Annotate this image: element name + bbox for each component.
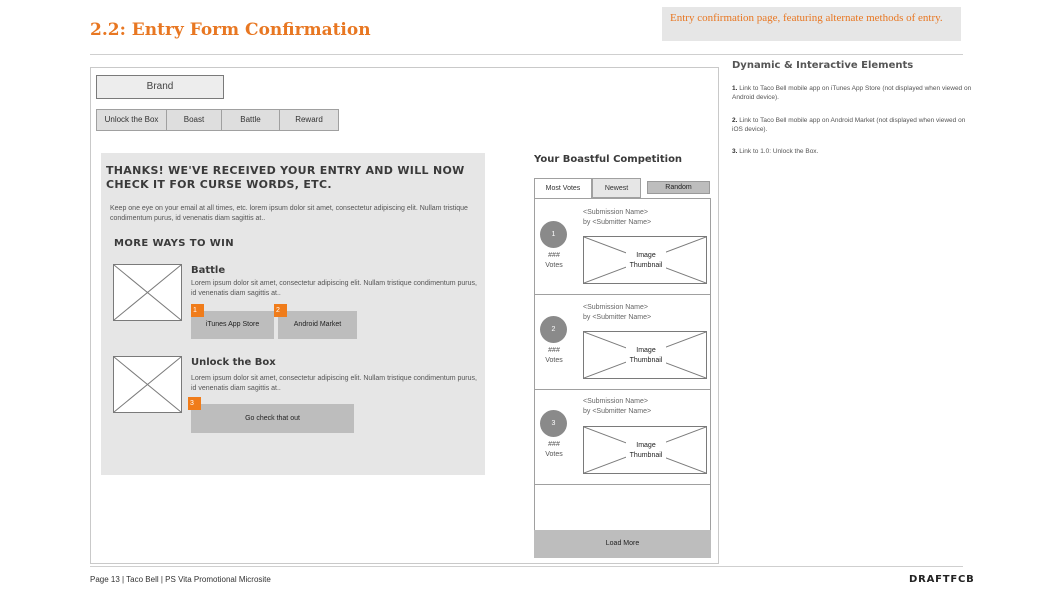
battle-body: Lorem ipsum dolor sit amet, consectetur adipiscing elit. Nullam tristique condimentum purus, id venenatis diam sagittis at.. xyxy=(191,280,477,297)
competition-title: Your Boastful Competition xyxy=(534,154,683,165)
confirmation-heading: THANKS! WE'VE RECEIVED YOUR ENTRY AND WILL NOW CHECK IT FOR CURSE WORDS, ETC. xyxy=(106,164,465,191)
sidebar-note-1: 1. Link to Taco Bell mobile app on iTunes App Store (not displayed when viewed on Android device). xyxy=(732,85,972,101)
main-nav xyxy=(96,109,339,131)
annotation-badge-1: 1 xyxy=(191,304,204,317)
nav-tab-boast[interactable]: Boast xyxy=(167,110,222,130)
nav-tab-reward[interactable]: Reward xyxy=(295,115,323,124)
thumbnail-label: Image Thumbnail xyxy=(584,427,708,475)
nav-tab-battle[interactable]: Battle xyxy=(222,110,280,130)
submission-name[interactable]: <Submission Name> xyxy=(583,304,648,311)
nav-tab-unlock-the-box[interactable]: Unlock the Box xyxy=(97,110,167,130)
battle-image-placeholder xyxy=(113,264,182,321)
vote-count: ### xyxy=(548,347,560,354)
image-thumbnail[interactable] xyxy=(583,331,707,379)
rank-badge: 2 xyxy=(540,316,567,343)
bottom-divider xyxy=(90,566,963,567)
page-note: Entry confirmation page, featuring alternate methods of entry. xyxy=(662,7,961,41)
battle-title: Battle xyxy=(191,265,226,276)
submission-name[interactable]: <Submission Name> xyxy=(583,209,648,216)
submitter-name: by <Submitter Name> xyxy=(583,219,652,226)
image-thumbnail[interactable] xyxy=(583,236,707,284)
annotation-badge-2: 2 xyxy=(274,304,287,317)
unlock-image-placeholder xyxy=(113,356,182,413)
votes-label: Votes xyxy=(545,262,563,269)
brand-logo[interactable]: Brand xyxy=(96,75,224,99)
footer-logo: DRAFTFCB xyxy=(909,574,975,585)
unlock-body: Lorem ipsum dolor sit amet, consectetur adipiscing elit. Nullam tristique condimentum purus, id venenatis diam sagittis at.. xyxy=(191,375,477,392)
more-ways-heading: MORE WAYS TO WIN xyxy=(114,238,235,249)
go-check-that-out-button[interactable]: Go check that out xyxy=(191,404,354,433)
thumbnail-label: Image Thumbnail xyxy=(584,332,708,380)
votes-label: Votes xyxy=(545,451,563,458)
itunes-app-store-button[interactable]: iTunes App Store xyxy=(191,311,274,339)
placeholder-cross-icon xyxy=(114,265,181,320)
tab-newest[interactable]: Newest xyxy=(592,178,641,198)
submitter-name: by <Submitter Name> xyxy=(583,408,652,415)
vote-count: ### xyxy=(548,252,560,259)
confirmation-body: Keep one eye on your email at all times, etc. lorem ipsum dolor sit amet, consectetur adipiscing elit. Nullam tristique condimentum purus, id venenatis diam sagittis at.. xyxy=(110,205,468,222)
rank-badge: 1 xyxy=(540,221,567,248)
sidebar-note-3: 3. Link to 1.0: Unlock the Box. xyxy=(732,148,819,155)
vote-count: ### xyxy=(548,441,560,448)
annotation-badge-3: 3 xyxy=(188,397,201,410)
android-market-button[interactable]: Android Market xyxy=(278,311,357,339)
top-divider xyxy=(90,54,963,55)
thumbnail-label: Image Thumbnail xyxy=(584,237,708,285)
sidebar-title: Dynamic & Interactive Elements xyxy=(732,60,914,71)
image-thumbnail[interactable] xyxy=(583,426,707,474)
submitter-name: by <Submitter Name> xyxy=(583,314,652,321)
sidebar-note-2: 2. Link to Taco Bell mobile app on Android Market (not displayed when viewed on iOS device). xyxy=(732,117,966,133)
page-title: 2.2: Entry Form Confirmation xyxy=(90,20,371,40)
unlock-title: Unlock the Box xyxy=(191,357,276,368)
rank-badge: 3 xyxy=(540,410,567,437)
submission-name[interactable]: <Submission Name> xyxy=(583,398,648,405)
load-more-button[interactable]: Load More xyxy=(534,530,711,558)
random-button[interactable]: Random xyxy=(647,181,710,194)
footer-page-info: Page 13 | Taco Bell | PS Vita Promotional Microsite xyxy=(90,575,271,584)
placeholder-cross-icon xyxy=(114,357,181,412)
votes-label: Votes xyxy=(545,357,563,364)
tab-most-votes[interactable]: Most Votes xyxy=(534,178,592,198)
